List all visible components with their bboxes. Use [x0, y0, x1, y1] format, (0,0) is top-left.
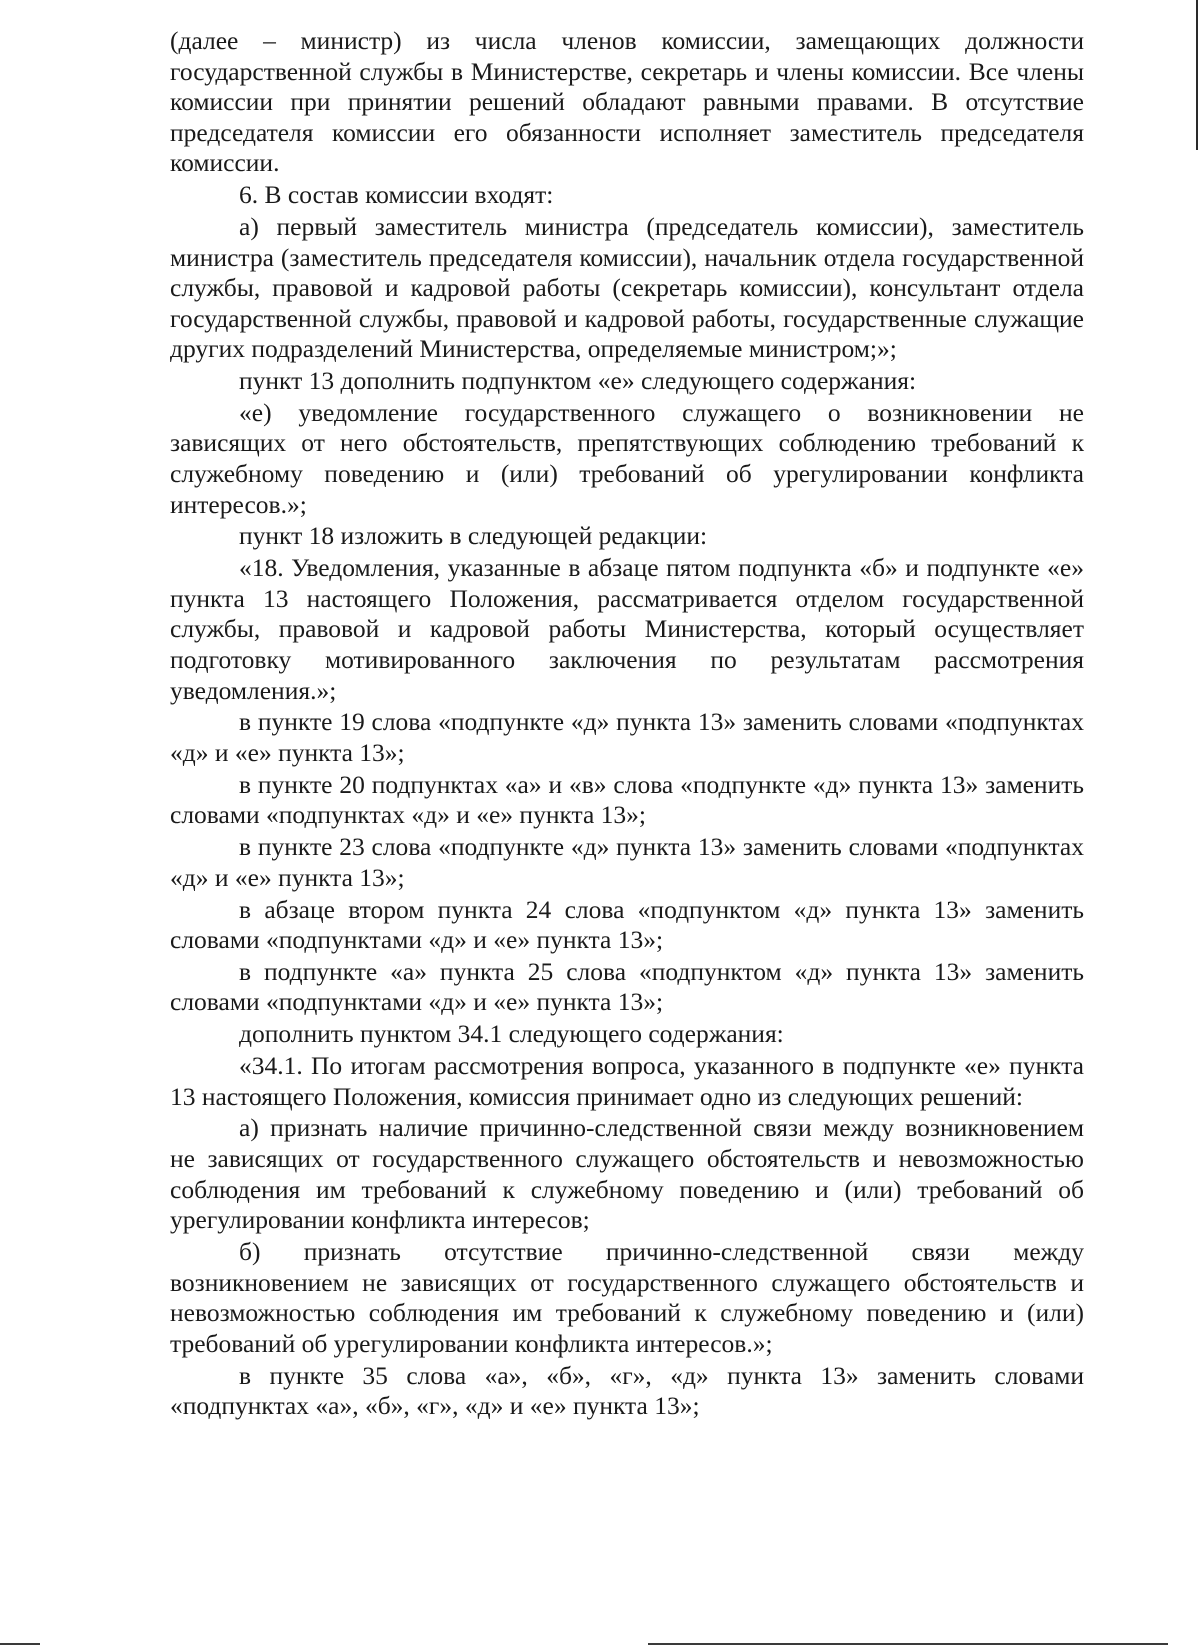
paragraph-10: в пункте 23 слова «подпункте «д» пункта 13» заменить словами «подпунктах «д» и «е» пункта 13»;: [170, 832, 1084, 892]
paragraph-12: в подпункте «а» пункта 25 слова «подпунктом «д» пункта 13» заменить словами «подпунктами «д» и «е» пункта 13»;: [170, 956, 1084, 1017]
paragraph-11: в абзаце втором пункта 24 слова «подпунктом «д» пункта 13» заменить словами «подпунктами «д» и «е» пункта 13»;: [170, 894, 1084, 955]
paragraph-13: дополнить пунктом 34.1 следующего содержания:: [239, 1019, 784, 1049]
document-body: [170, 26, 1084, 1423]
paragraph-1: (далее – министр) из числа членов комиссии, замещающих должности государственной службы в Министерстве, секретарь и члены комиссии. Все члены комиссии при принятии решений обладают равными правами. В отсутствие председателя комиссии его обязанности исполняет заместитель председателя комиссии.: [170, 26, 1084, 178]
paragraph-2: 6. В состав комиссии входят:: [239, 180, 554, 210]
scan-edge-line: [1196, 0, 1198, 150]
paragraph-3: а) первый заместитель министра (председатель комиссии), заместитель министра (заместитель председателя комиссии), начальник отдела государственной службы, правовой и кадровой работы (секретарь комиссии), консультант отдела государственной службы, правовой и кадровой работы, государственные служащие других подразделений Министерства, определяемые министром;»;: [170, 211, 1084, 364]
paragraph-6: пункт 18 изложить в следующей редакции:: [239, 521, 708, 551]
paragraph-8: в пункте 19 слова «подпункте «д» пункта 13» заменить словами «подпунктах «д» и «е» пункта 13»;: [170, 707, 1084, 767]
paragraph-4: пункт 13 дополнить подпунктом «е» следующего содержания:: [239, 366, 917, 396]
paragraph-16: б) признать отсутствие причинно-следственной связи между возникновением не зависящих от государственного служащего обстоятельств и невозможностью соблюдения им требований к служебному поведению и (или) требований об урегулировании конфликта интересов.»;: [170, 1236, 1084, 1358]
scan-bottom-line-right: [648, 1643, 1168, 1645]
paragraph-17: в пункте 35 слова «а», «б», «г», «д» пункта 13» заменить словами «подпунктах «а», «б», «г», «д» и «е» пункта 13»;: [170, 1360, 1084, 1421]
paragraph-7: «18. Уведомления, указанные в абзаце пятом подпункта «б» и подпункте «е» пункта 13 настоящего Положения, рассматривается отделом государственной службы, правовой и кадровой работы Министерства, который осуществляет подготовку мотивированного заключения по результатам рассмотрения уведомления.»;: [170, 553, 1084, 705]
paragraph-5: «е) уведомление государственного служащего о возникновении не зависящих от него обстоятельств, препятствующих соблюдению требований к служебному поведению и (или) требований об урегулировании конфликта интересов.»;: [170, 397, 1084, 519]
paragraph-9: в пункте 20 подпунктах «а» и «в» слова «подпункте «д» пункта 13» заменить словами «подпунктах «д» и «е» пункта 13»;: [170, 769, 1084, 830]
scan-bottom-line-left: [0, 1643, 40, 1645]
paragraph-15: а) признать наличие причинно-следственной связи между возникновением не зависящих от государственного служащего обстоятельств и невозможностью соблюдения им требований к служебному поведению и (или) требований об урегулировании конфликта интересов;: [170, 1113, 1084, 1235]
paragraph-14: «34.1. По итогам рассмотрения вопроса, указанного в подпункте «е» пункта 13 настоящего Положения, комиссия принимает одно из следующих решений:: [170, 1051, 1084, 1111]
